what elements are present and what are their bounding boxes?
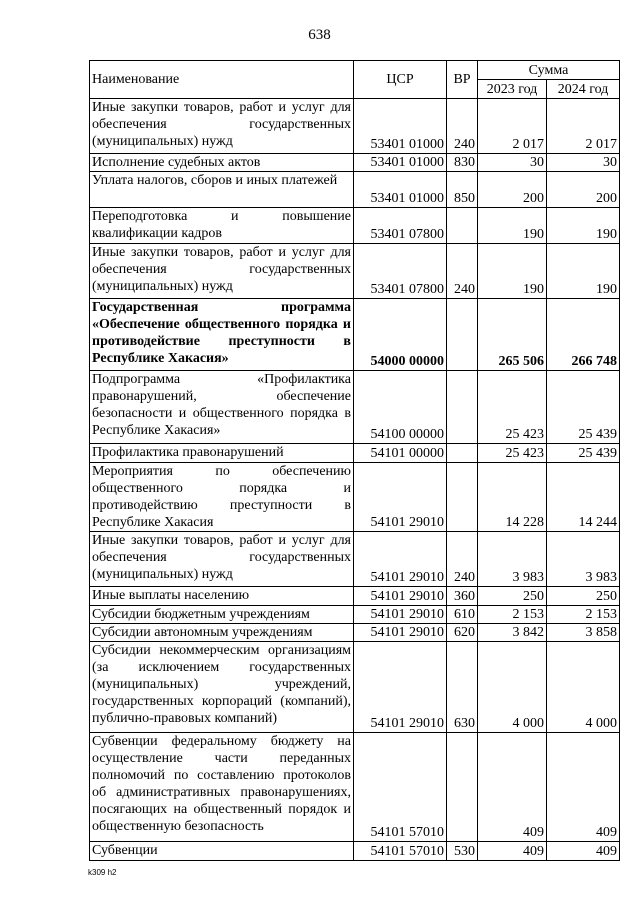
cell-csr: 54101 29010 <box>354 606 447 624</box>
table-row <box>90 842 620 861</box>
cell-name: Субсидии некоммерческим организациям (за исключением государственных (муниципальных) учреждений, государственных корпораций (компаний), публично-правовых компаний) <box>90 642 354 733</box>
cell-csr: 54101 29010 <box>354 642 447 733</box>
cell-vr: 850 <box>447 172 478 208</box>
table-row <box>90 371 620 444</box>
cell-sum-2024: 266 748 <box>547 299 620 371</box>
cell-vr: 630 <box>447 642 478 733</box>
cell-name: Субсидии автономным учреждениям <box>90 624 354 642</box>
cell-vr: 530 <box>447 842 478 861</box>
cell-sum-2023: 250 <box>478 587 547 606</box>
cell-vr <box>447 444 478 463</box>
cell-vr <box>447 463 478 532</box>
cell-sum-2024: 3 983 <box>547 532 620 587</box>
cell-name: Субвенции <box>90 842 354 861</box>
cell-csr: 54101 57010 <box>354 733 447 842</box>
cell-csr: 53401 07800 <box>354 244 447 299</box>
table-row <box>90 244 620 299</box>
budget-table <box>89 60 620 861</box>
cell-vr: 240 <box>447 99 478 154</box>
table-body <box>90 99 620 861</box>
cell-sum-2024: 190 <box>547 208 620 244</box>
cell-vr: 610 <box>447 606 478 624</box>
header-year-2023: 2023 год <box>478 80 547 99</box>
cell-sum-2023: 265 506 <box>478 299 547 371</box>
table-row <box>90 642 620 733</box>
cell-sum-2023: 409 <box>478 733 547 842</box>
cell-sum-2024: 30 <box>547 154 620 172</box>
table-row <box>90 606 620 624</box>
table-row <box>90 99 620 154</box>
table-row <box>90 463 620 532</box>
cell-sum-2024: 3 858 <box>547 624 620 642</box>
cell-sum-2023: 2 153 <box>478 606 547 624</box>
cell-sum-2024: 2 017 <box>547 99 620 154</box>
table-row <box>90 154 620 172</box>
cell-vr: 830 <box>447 154 478 172</box>
cell-csr: 54100 00000 <box>354 371 447 444</box>
table-row <box>90 733 620 842</box>
cell-csr: 54101 29010 <box>354 532 447 587</box>
cell-name: Подпрограмма «Профилактика правонарушений, обеспечение безопасности и общественного порядка в Республике Хакасия» <box>90 371 354 444</box>
cell-name: Субсидии бюджетным учреждениям <box>90 606 354 624</box>
cell-name: Государственная программа «Обеспечение общественного порядка и противодействие преступности в Республике Хакасия» <box>90 299 354 371</box>
cell-sum-2024: 409 <box>547 842 620 861</box>
cell-sum-2023: 3 842 <box>478 624 547 642</box>
cell-name: Иные закупки товаров, работ и услуг для обеспечения государственных (муниципальных) нужд <box>90 99 354 154</box>
cell-sum-2023: 14 228 <box>478 463 547 532</box>
cell-csr: 54101 00000 <box>354 444 447 463</box>
cell-name: Уплата налогов, сборов и иных платежей <box>90 172 354 208</box>
cell-csr: 53401 01000 <box>354 154 447 172</box>
cell-sum-2023: 25 423 <box>478 371 547 444</box>
cell-csr: 53401 01000 <box>354 172 447 208</box>
cell-sum-2023: 200 <box>478 172 547 208</box>
table-row <box>90 444 620 463</box>
cell-name: Иные выплаты населению <box>90 587 354 606</box>
table-row <box>90 532 620 587</box>
cell-vr: 240 <box>447 244 478 299</box>
cell-sum-2024: 190 <box>547 244 620 299</box>
header-year-2024: 2024 год <box>547 80 620 99</box>
table-row <box>90 299 620 371</box>
table-row <box>90 624 620 642</box>
cell-name: Исполнение судебных актов <box>90 154 354 172</box>
cell-csr: 54101 57010 <box>354 842 447 861</box>
cell-vr <box>447 371 478 444</box>
cell-csr: 54101 29010 <box>354 463 447 532</box>
cell-csr: 54000 00000 <box>354 299 447 371</box>
cell-sum-2024: 4 000 <box>547 642 620 733</box>
cell-sum-2023: 25 423 <box>478 444 547 463</box>
cell-name: Профилактика правонарушений <box>90 444 354 463</box>
cell-name: Иные закупки товаров, работ и услуг для обеспечения государственных (муниципальных) нужд <box>90 532 354 587</box>
cell-name: Переподготовка и повышение квалификации кадров <box>90 208 354 244</box>
cell-sum-2023: 190 <box>478 208 547 244</box>
cell-csr: 54101 29010 <box>354 587 447 606</box>
cell-sum-2024: 14 244 <box>547 463 620 532</box>
header-vr: ВР <box>447 61 478 99</box>
cell-sum-2023: 409 <box>478 842 547 861</box>
header-name: Наименование <box>90 61 354 99</box>
footer-code: k309 h2 <box>88 868 117 877</box>
cell-sum-2024: 25 439 <box>547 371 620 444</box>
cell-sum-2024: 2 153 <box>547 606 620 624</box>
cell-vr: 360 <box>447 587 478 606</box>
cell-sum-2024: 250 <box>547 587 620 606</box>
cell-sum-2023: 4 000 <box>478 642 547 733</box>
table-row <box>90 172 620 208</box>
page-number: 638 <box>308 27 331 43</box>
cell-vr <box>447 299 478 371</box>
cell-sum-2023: 190 <box>478 244 547 299</box>
table-row <box>90 208 620 244</box>
cell-name: Мероприятия по обеспечению общественного порядка и противодействию преступности в Республике Хакасия <box>90 463 354 532</box>
cell-sum-2024: 200 <box>547 172 620 208</box>
cell-sum-2023: 3 983 <box>478 532 547 587</box>
cell-vr: 240 <box>447 532 478 587</box>
table-row <box>90 587 620 606</box>
cell-name: Субвенции федеральному бюджету на осуществление части переданных полномочий по составлению протоколов об административных правонарушениях, посягающих на общественный порядок и общественную безопасность <box>90 733 354 842</box>
header-sum: Сумма <box>478 61 620 80</box>
header-csr: ЦСР <box>354 61 447 99</box>
cell-sum-2023: 30 <box>478 154 547 172</box>
cell-csr: 53401 01000 <box>354 99 447 154</box>
cell-csr: 53401 07800 <box>354 208 447 244</box>
cell-name: Иные закупки товаров, работ и услуг для обеспечения государственных (муниципальных) нужд <box>90 244 354 299</box>
cell-vr <box>447 208 478 244</box>
cell-vr <box>447 733 478 842</box>
cell-csr: 54101 29010 <box>354 624 447 642</box>
cell-vr: 620 <box>447 624 478 642</box>
cell-sum-2023: 2 017 <box>478 99 547 154</box>
cell-sum-2024: 25 439 <box>547 444 620 463</box>
cell-sum-2024: 409 <box>547 733 620 842</box>
